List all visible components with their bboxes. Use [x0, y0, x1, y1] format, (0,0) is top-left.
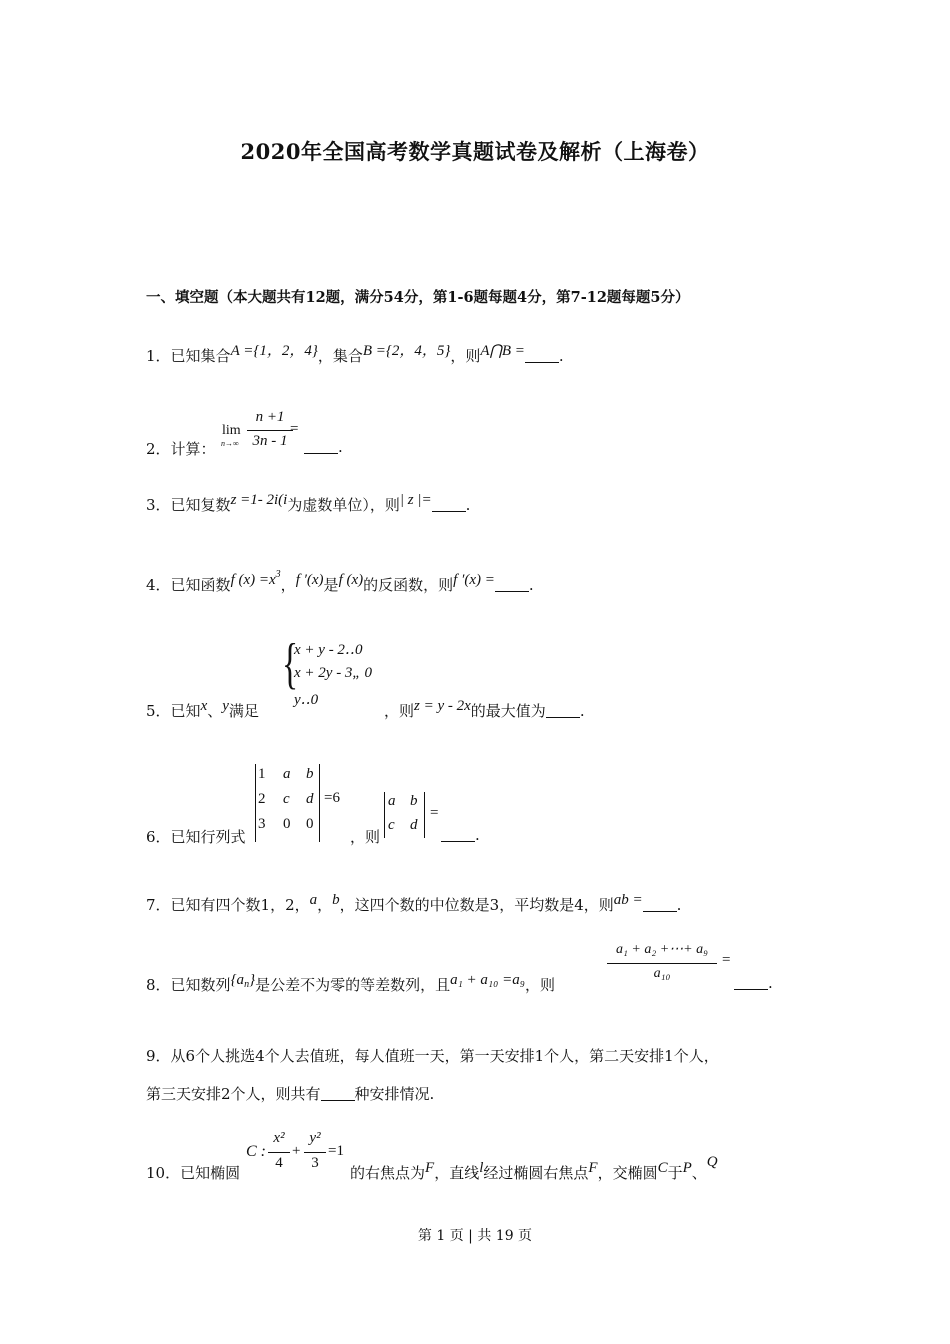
question-number: 1．: [146, 347, 171, 365]
period: .: [338, 438, 343, 456]
line-l: l: [479, 1160, 484, 1176]
question-text: 已知数列: [170, 976, 231, 994]
exponent: 3: [275, 569, 281, 580]
question-number: 5．: [146, 702, 171, 720]
question-5: [146, 700, 259, 721]
fraction-denominator: 4: [275, 1155, 283, 1171]
fraction-numerator: x²: [273, 1130, 285, 1146]
answer-blank: [441, 826, 475, 842]
answer-blank: [734, 974, 768, 990]
question-text: ，直线: [434, 1164, 480, 1182]
ellipse-label: C :: [246, 1143, 266, 1160]
answer-blank: [546, 702, 580, 718]
var-b: b: [332, 892, 340, 908]
question-text: 的最大值为: [470, 702, 546, 720]
fraction-x: [268, 1130, 290, 1176]
product-expr: ab =: [613, 892, 643, 908]
fraction-y: [304, 1130, 326, 1176]
determinant-cell: d: [410, 817, 418, 833]
answer-blank-wrap: [734, 974, 773, 992]
question-text: 的右焦点为: [350, 1164, 426, 1182]
intersection-expr: A⋂B =: [480, 343, 525, 359]
question-6-cont: ，则: [350, 828, 381, 846]
condition-expr: a₁ + a₁₀ =a₉: [450, 972, 525, 988]
answer-blank-wrap: [304, 438, 343, 456]
determinant-cell: 0: [283, 816, 291, 832]
question-text: 计算：: [170, 440, 216, 458]
determinant2-bar-right: [424, 792, 425, 838]
answer-blank: [432, 496, 466, 512]
inverse-function: f ′(x): [295, 572, 324, 588]
modulus-expr: | z |=: [399, 492, 432, 508]
fraction-numerator: n +1: [255, 409, 285, 425]
var-x: x: [200, 698, 208, 714]
fraction-denominator: a₁₀: [653, 966, 671, 981]
determinant-cell: b: [410, 793, 418, 809]
period: .: [475, 826, 480, 844]
determinant-cell: c: [283, 791, 290, 807]
complex-number: z =1- 2i(i: [230, 492, 288, 508]
sequence-close: }: [249, 972, 256, 988]
question-6: [146, 826, 246, 847]
fraction-bar: [247, 430, 293, 431]
fraction-bar: [268, 1152, 290, 1153]
var-y: y: [222, 698, 229, 714]
equals-sign: =: [722, 952, 731, 968]
question-text: 的反函数，则: [363, 576, 454, 594]
period: .: [676, 896, 682, 914]
determinant-bar-left: [255, 764, 256, 842]
fraction-denominator: 3n - 1: [252, 433, 288, 449]
question-number: 4．: [146, 576, 171, 594]
function-def: [230, 569, 281, 588]
question-text: 是: [323, 576, 339, 594]
question-text: ，则: [384, 702, 415, 720]
question-number: 10．: [146, 1164, 181, 1182]
objective-expr: z = y - 2x: [414, 698, 471, 714]
question-text: 已知复数: [170, 496, 231, 514]
question-1: [146, 345, 564, 366]
question-2: [146, 438, 216, 459]
constraint-2: x + 2y - 3„ 0: [294, 665, 373, 681]
fraction-bar: [304, 1152, 326, 1153]
determinant-cell: 0: [306, 816, 314, 832]
period: .: [579, 702, 585, 720]
equals-sign: =: [430, 805, 439, 821]
fraction-bar: [607, 963, 717, 964]
sequence-expr: [231, 972, 256, 988]
answer-blank: [304, 438, 338, 454]
point-p: P: [682, 1160, 692, 1176]
determinant2-bar-left: [384, 792, 385, 838]
determinant-bar-right: [319, 764, 320, 842]
period: .: [558, 347, 564, 365]
fraction-denominator: 3: [311, 1155, 319, 1171]
question-text: 于: [667, 1164, 683, 1182]
determinant-value: =6: [324, 790, 340, 806]
determinant-cell: 1: [258, 766, 266, 782]
limit-operator: lim: [222, 423, 241, 438]
page-footer: 第 1 页 | 共 19 页: [417, 1228, 533, 1244]
period: .: [768, 974, 773, 992]
question-number: 9．: [146, 1047, 171, 1065]
inverse-function-expr: f ′(x) =: [453, 572, 495, 588]
answer-blank: [321, 1085, 355, 1101]
section-heading: 一、填空题（本大题共有12题，满分54分，第1-6题每题4分，第7-12题每题5分）: [146, 289, 690, 306]
system-brace: {: [282, 633, 299, 695]
determinant-cell: d: [306, 791, 314, 807]
question-9-line2: [146, 1083, 434, 1104]
sequence-subscript: n: [244, 979, 250, 990]
var-a: a: [309, 892, 318, 908]
answer-blank: [643, 896, 677, 912]
period: .: [465, 496, 471, 514]
question-5-cont: [384, 700, 585, 721]
separator: ，: [317, 896, 333, 914]
question-text: 满足: [228, 702, 259, 720]
question-text: 已知函数: [170, 576, 231, 594]
question-number: 6．: [146, 828, 171, 846]
question-text: 已知椭圆: [180, 1164, 241, 1182]
question-text: ，这四个数的中位数是3，平均数是4，则: [339, 896, 614, 914]
question-text: 种安排情况.: [354, 1085, 435, 1103]
ellipse-c: C: [657, 1160, 668, 1176]
question-number: 8．: [146, 976, 171, 994]
determinant-cell: a: [388, 793, 396, 809]
separator: 、: [691, 1164, 707, 1182]
question-text: 是公差不为零的等差数列，且: [255, 976, 451, 994]
question-number: 3．: [146, 496, 171, 514]
fraction-numerator: y²: [309, 1130, 321, 1146]
question-10: [146, 1162, 240, 1183]
question-4: [146, 569, 534, 595]
page-title: 2020年全国高考数学真题试卷及解析（上海卷）: [240, 139, 710, 164]
sequence-open: {a: [230, 972, 245, 988]
determinant-cell: b: [306, 766, 314, 782]
constraint-3: y‥0: [294, 692, 319, 708]
determinant-cell: c: [388, 817, 395, 833]
point-q: Q: [706, 1154, 718, 1170]
question-text: 已知有四个数1，2，: [170, 896, 310, 914]
question-text: 经过椭圆右焦点: [483, 1164, 589, 1182]
question-text: 已知: [170, 702, 201, 720]
answer-blank: [525, 347, 559, 363]
set-b: B ={2，4，5}: [362, 343, 451, 359]
question-text: 从6个人挑选4个人去值班，每人值班一天，第一天安排1个人，第二天安排1个人，: [170, 1047, 719, 1065]
period: .: [528, 576, 534, 594]
question-text: 第三天安排2个人，则共有: [146, 1085, 321, 1103]
answer-blank: [495, 576, 529, 592]
limit-subscript: n→∞: [221, 439, 239, 448]
question-text: ，则: [450, 347, 481, 365]
limit-fraction: [247, 409, 293, 453]
question-8: [146, 974, 555, 996]
equals-one: =1: [328, 1143, 344, 1159]
question-10-cont: [350, 1154, 718, 1183]
question-number: 7．: [146, 896, 171, 914]
question-text: ，则: [524, 976, 555, 994]
equals-sign: =: [290, 421, 299, 437]
comma: ，: [280, 576, 296, 594]
determinant-cell: 2: [258, 791, 266, 807]
question-text: 为虚数单位），则: [287, 496, 400, 514]
focus-f: F: [425, 1160, 435, 1176]
fraction-numerator: a₁ + a₂ +⋯+ a₉: [616, 942, 708, 957]
function-ref: f (x): [338, 572, 364, 588]
focus-f: F: [588, 1160, 598, 1176]
question-text: ，集合: [317, 347, 363, 365]
separator: 、: [207, 702, 223, 720]
set-a: A ={1，2，4}: [230, 343, 318, 359]
question-9: [146, 1045, 719, 1066]
question-7: [146, 894, 681, 915]
determinant-cell: a: [283, 766, 291, 782]
answer-blank-wrap: [441, 826, 480, 844]
question-text: 已知集合: [170, 347, 231, 365]
plus-sign: +: [292, 1143, 301, 1159]
question-text: 已知行列式: [170, 828, 246, 846]
question-text: ，交椭圆: [597, 1164, 658, 1182]
determinant-cell: 3: [258, 816, 266, 832]
constraint-1: x + y - 2‥0: [294, 642, 363, 658]
sum-fraction: [607, 941, 717, 987]
function-expr: f (x) =x: [230, 572, 276, 588]
question-3: [146, 494, 470, 515]
question-number: 2．: [146, 440, 171, 458]
